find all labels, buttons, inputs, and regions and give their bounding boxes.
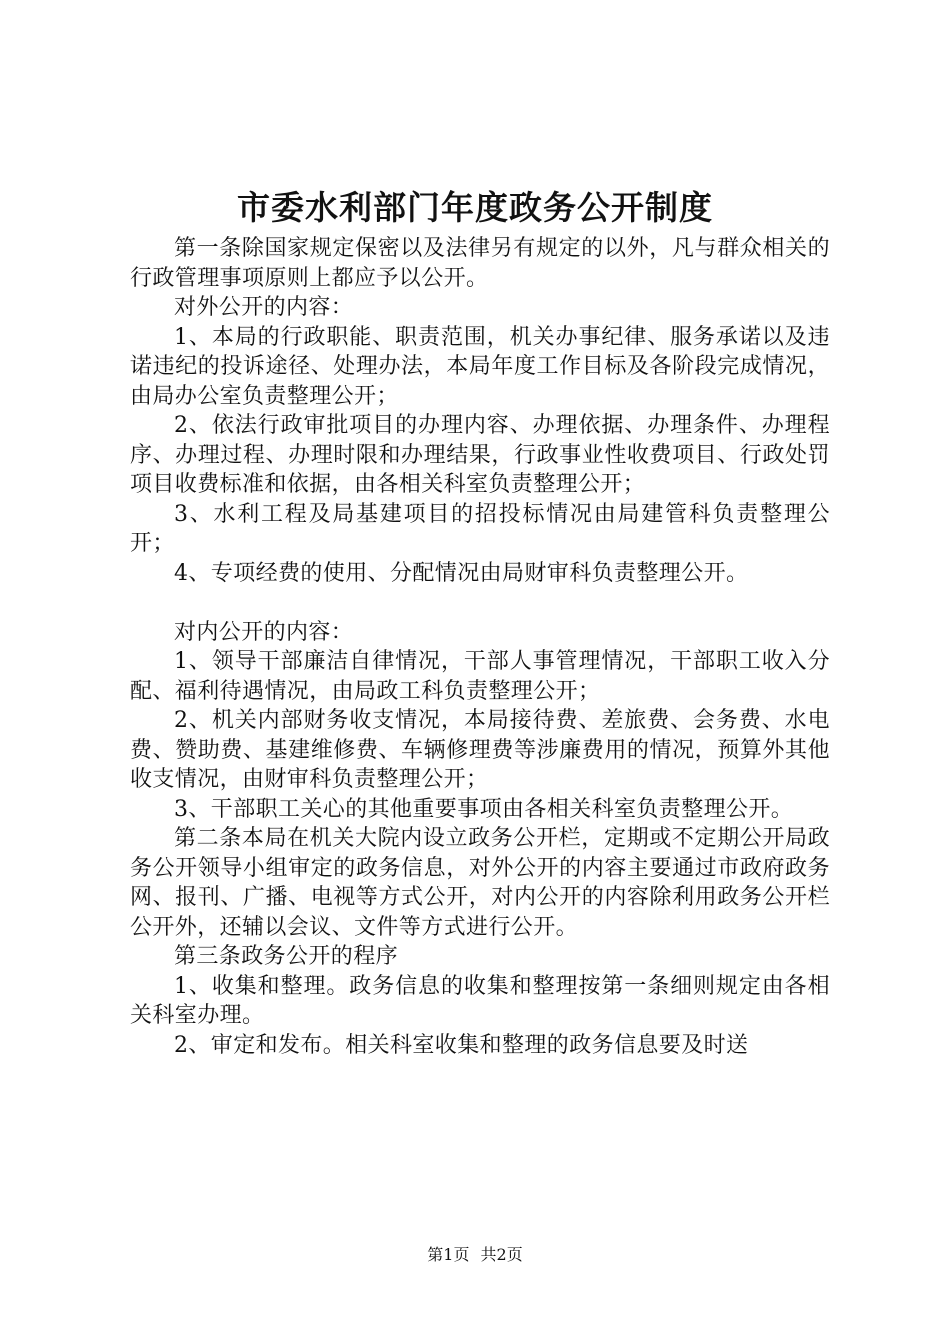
paragraph-external-item-4: 4、专项经费的使用、分配情况由局财审科负责整理公开。 xyxy=(174,560,749,586)
paragraph-external-item-2: 2、依法行政审批项目的办理内容、办理依据、办理条件、办理程序、办理过程、办理时限和办理结果，行政事业性收费项目、行政处罚项目收费标准和依据，由各相关科室负责整理公开； xyxy=(130,413,830,497)
paragraph-internal-item-2: 2、机关内部财务收支情况，本局接待费、差旅费、会务费、水电费、赞助费、基建维修费、车辆修理费等涉廉费用的情况，预算外其他收支情况，由财审科负责整理公开； xyxy=(130,708,830,792)
page-total: 共2页 xyxy=(480,1245,523,1264)
page-footer xyxy=(0,1243,950,1267)
paragraph-external-item-3: 3、水利工程及局基建项目的招投标情况由局建管科负责整理公开； xyxy=(130,501,830,556)
paragraph-article-3: 第三条政务公开的程序 xyxy=(174,944,399,969)
page-number: 第1页 xyxy=(427,1245,470,1264)
paragraph-external-heading: 对外公开的内容： xyxy=(174,295,354,320)
paragraph-procedure-2: 2、审定和发布。相关科室收集和整理的政务信息要及时送 xyxy=(174,1032,749,1058)
paragraph-article-1: 第一条除国家规定保密以及法律另有规定的以外，凡与群众相关的行政管理事项原则上都应予以公开。 xyxy=(130,236,830,291)
paragraph-external-item-1: 1、本局的行政职能、职责范围，机关办事纪律、服务承诺以及违诺违纪的投诉途径、处理办法，本局年度工作目标及各阶段完成情况，由局办公室负责整理公开； xyxy=(130,324,830,409)
paragraph-procedure-1: 1、收集和整理。政务信息的收集和整理按第一条细则规定由各相关科室办理。 xyxy=(130,973,830,1028)
document-body xyxy=(130,234,830,1060)
document-title: 市委水利部门年度政务公开制度 xyxy=(237,188,713,227)
paragraph-article-2: 第二条本局在机关大院内设立政务公开栏，定期或不定期公开局政务公开领导小组审定的政务信息，对外公开的内容主要通过市政府政务网、报刊、广播、电视等方式公开，对内公开的内容除利用政务公开栏公开外，还辅以会议、文件等方式进行公开。 xyxy=(130,826,830,940)
paragraph-internal-item-1: 1、领导干部廉洁自律情况，干部人事管理情况，干部职工收入分配、福利待遇情况，由局政工科负责整理公开； xyxy=(130,649,830,704)
paragraph-internal-item-3: 3、干部职工关心的其他重要事项由各相关科室负责整理公开。 xyxy=(174,796,794,822)
paragraph-internal-heading: 对内公开的内容： xyxy=(174,619,354,645)
